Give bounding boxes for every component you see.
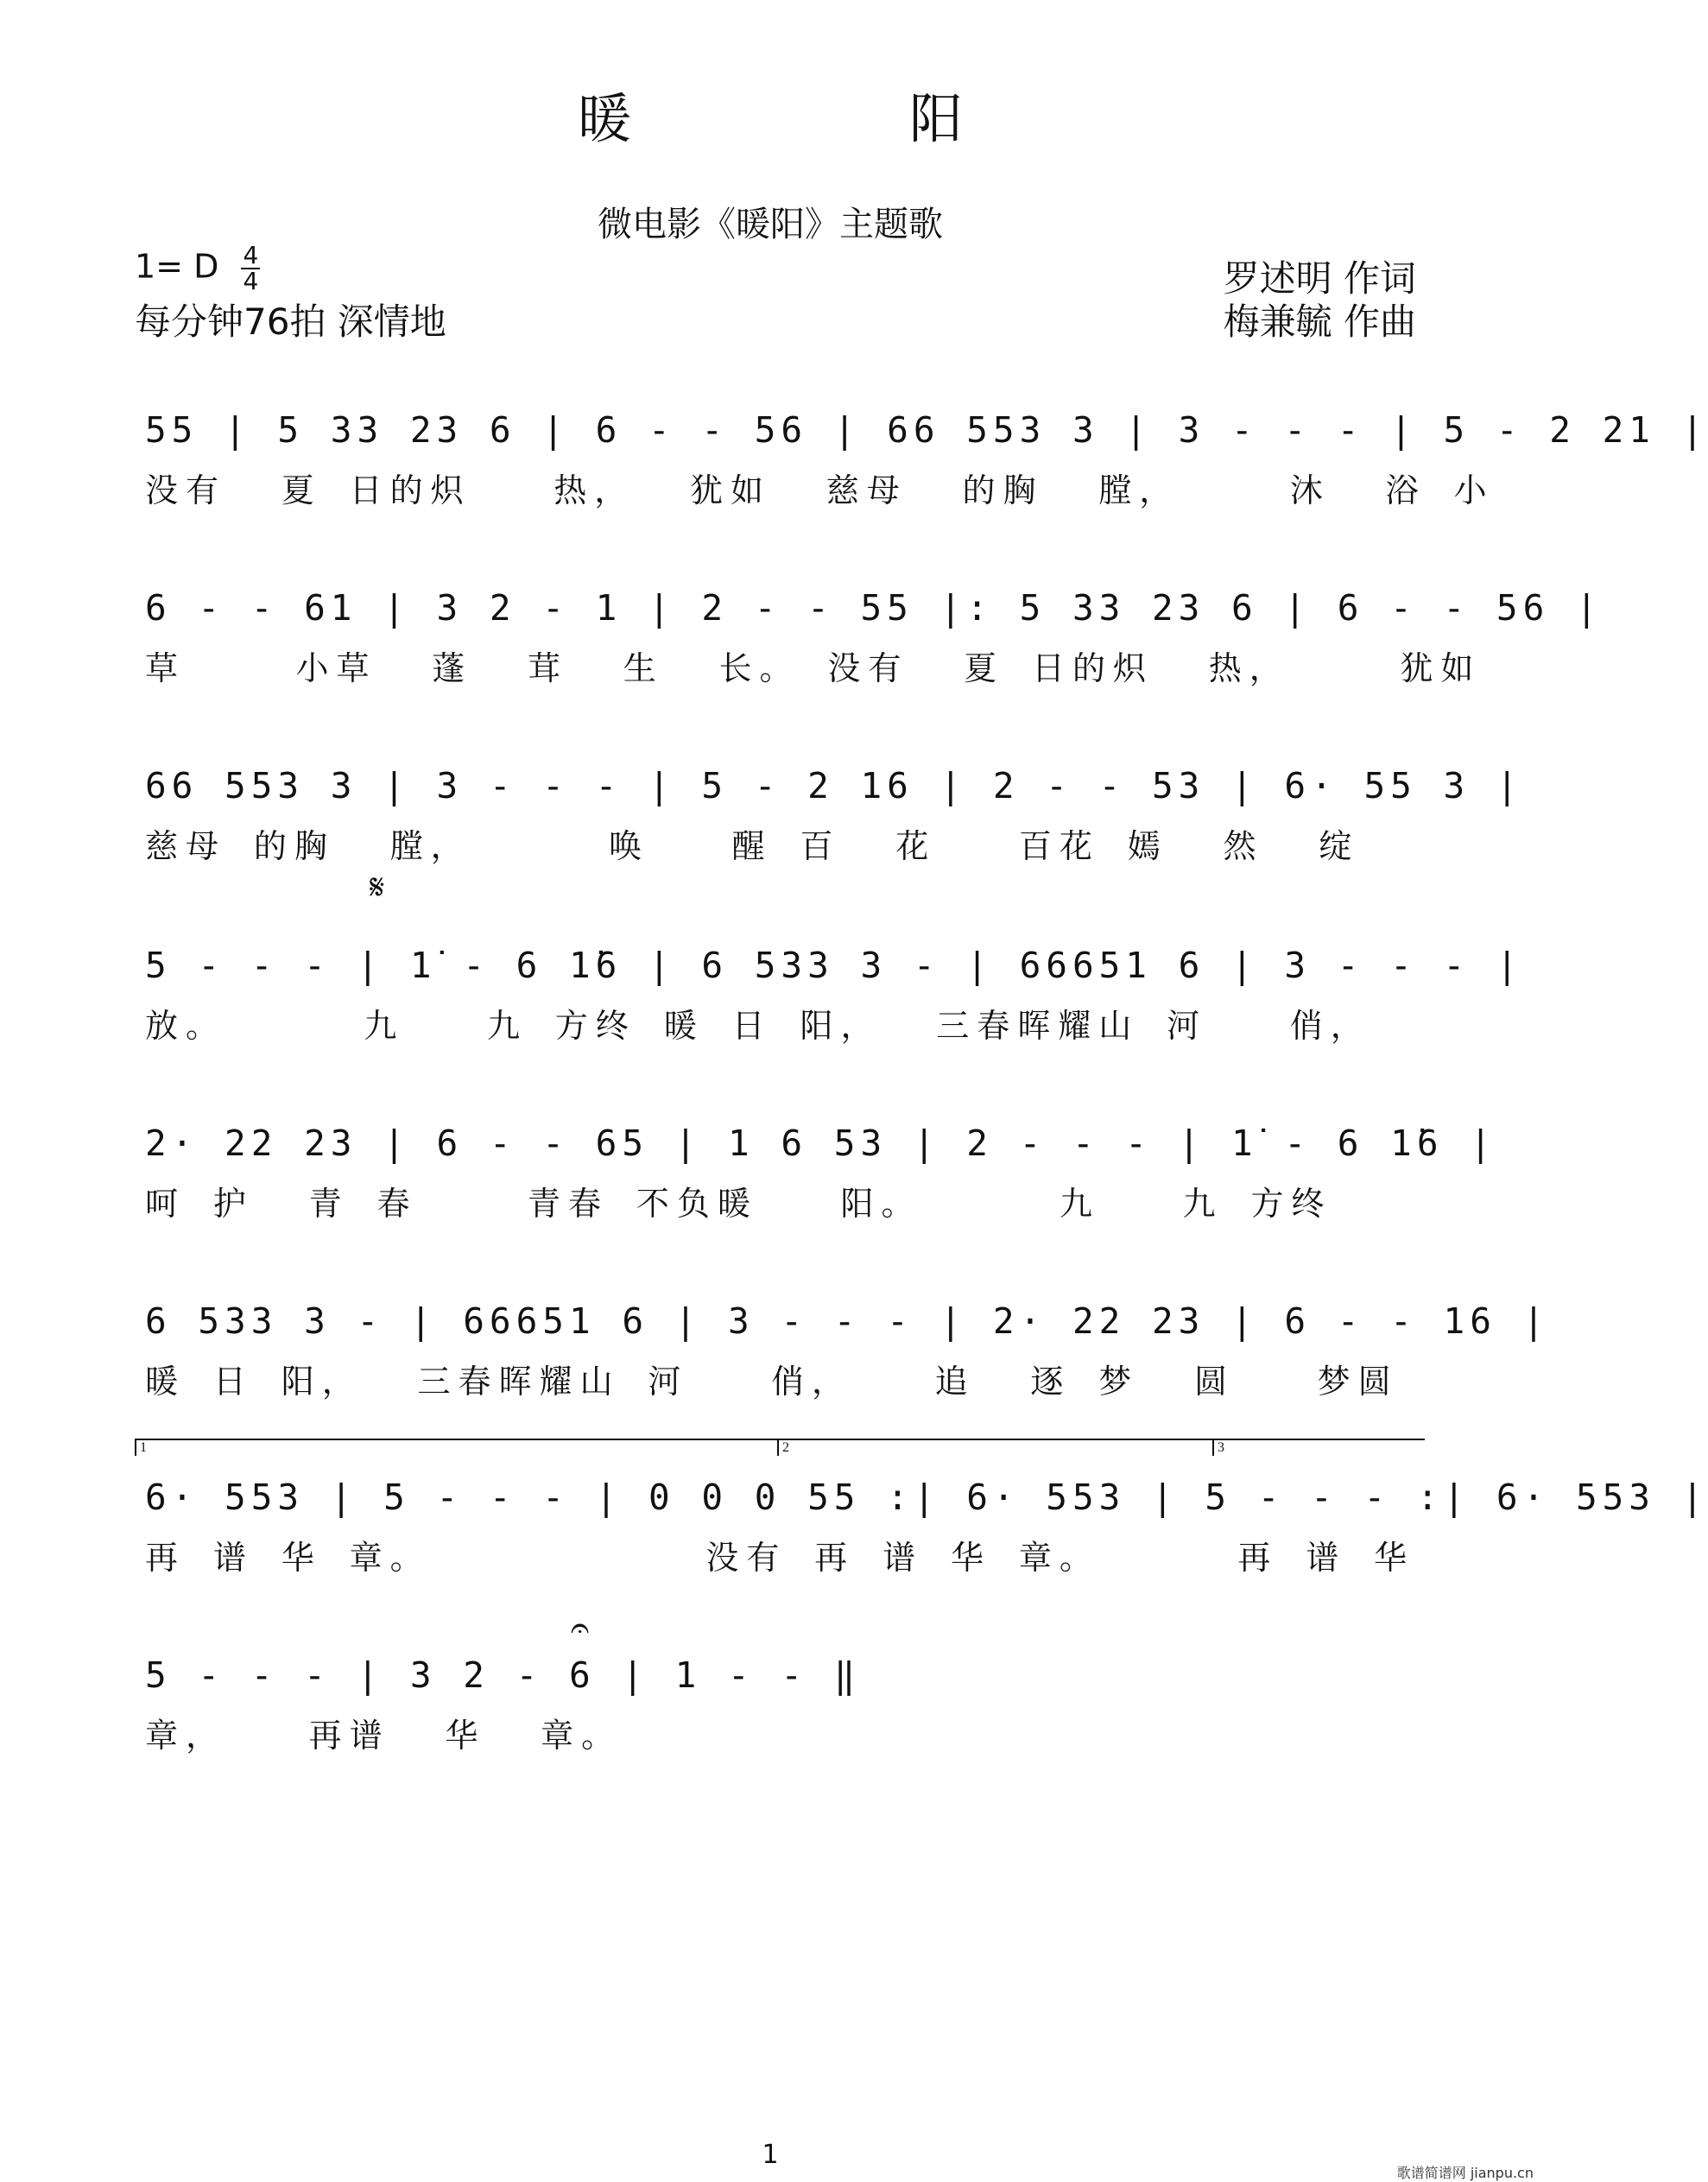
lyrics-line: 章， 再谱 华 章。 bbox=[145, 1717, 623, 1755]
notation-line: 6· 553 | 5 - - - | 0 0 0 55 :| 6· 553 | 5 - - - :| 6· 553 | bbox=[145, 1477, 1708, 1518]
lyrics-line: 没有 夏 日的炽 热， 犹如 慈母 的胸 膛， 沐 浴 小 bbox=[145, 471, 1495, 509]
score-system-6 bbox=[145, 1297, 1550, 1406]
notation-line: 66 553 3 | 3 - - - | 5 - 2 16 | 2 - - 53 | 6· 55 3 | bbox=[145, 765, 1523, 806]
volta-bracket-2: 2 bbox=[777, 1439, 1214, 1456]
notation-line: 6 533 3 - | 66651 6 | 3 - - - | 2· 22 23 | 6 - - 16 | bbox=[145, 1300, 1550, 1342]
score-system-7 bbox=[145, 1473, 1708, 1582]
notation-line: 55 | 5 33 23 6 | 6 - - 56 | 66 553 3 | 3 - - - | 5 - 2 21 | bbox=[145, 409, 1708, 451]
volta-bracket-3: 3 bbox=[1212, 1439, 1425, 1456]
score-system-4 bbox=[145, 941, 1523, 1050]
time-signature-bottom: 4 bbox=[243, 267, 259, 295]
composer-credit: 梅兼毓 作曲 bbox=[1223, 300, 1416, 343]
score-system-3 bbox=[145, 762, 1523, 870]
key-signature bbox=[135, 243, 260, 294]
key-label: 1= D bbox=[135, 247, 219, 286]
notation-line: 6 - - 61 | 3 2 - 1 | 2 - - 55 |: 5 33 23 6 | 6 - - 56 | bbox=[145, 587, 1603, 629]
lyricist-credit: 罗述明 作词 bbox=[1223, 257, 1416, 300]
song-subtitle: 微电影《暖阳》主题歌 bbox=[598, 205, 943, 244]
notation-line: 2· 22 23 | 6 - - 65 | 1 6 53 | 2 - - - | 1̇ - 6 1̇6 | bbox=[145, 1123, 1496, 1164]
lyrics-line: 放。 九 九 方终 暖 日 阳， 三春晖耀山 河 俏， bbox=[145, 1007, 1371, 1045]
song-title: 暖 阳 bbox=[577, 87, 1075, 150]
score-system-8 bbox=[145, 1651, 1420, 1760]
lyrics-line: 慈母 的胸 膛， 唤 醒 百 花 百花 嫣 然 绽 bbox=[145, 827, 1360, 865]
time-signature-top: 4 bbox=[243, 241, 259, 269]
fermata-icon: 𝄐 bbox=[571, 1609, 590, 1647]
lyrics-line: 呵 护 青 春 青春 不负暖 阳。 九 九 方终 bbox=[145, 1185, 1332, 1223]
lyrics-line: 再 谱 华 章。 没有 再 谱 华 章。 再 谱 华 bbox=[145, 1539, 1415, 1577]
score-system-2 bbox=[145, 584, 1603, 693]
page-number: 1 bbox=[762, 2140, 779, 2170]
segno-icon: 𝄋 bbox=[370, 868, 385, 908]
notation-line: 5 - - - | 3 2 - 6 | 1 - - ‖ bbox=[145, 1654, 861, 1696]
site-watermark: 歌谱简谱网 jianpu.cn bbox=[1396, 2165, 1534, 2181]
notation-line: 5 - - - | 1̇ - 6 1̇6 | 6 533 3 - | 66651 6 | 3 - - - | bbox=[145, 945, 1523, 986]
time-signature bbox=[241, 243, 260, 294]
volta-bracket-1: 1 bbox=[135, 1439, 779, 1456]
lyrics-line: 暖 日 阳， 三春晖耀山 河 俏， 追 逐 梦 圆 梦圆 bbox=[145, 1363, 1399, 1401]
score-system-1 bbox=[145, 406, 1708, 515]
score-system-5 bbox=[145, 1119, 1496, 1228]
tempo-marking: 每分钟76拍 深情地 bbox=[135, 300, 446, 343]
lyrics-line: 草 小草 蓬 茸 生 长。 没有 夏 日的炽 热， 犹如 bbox=[145, 649, 1482, 687]
